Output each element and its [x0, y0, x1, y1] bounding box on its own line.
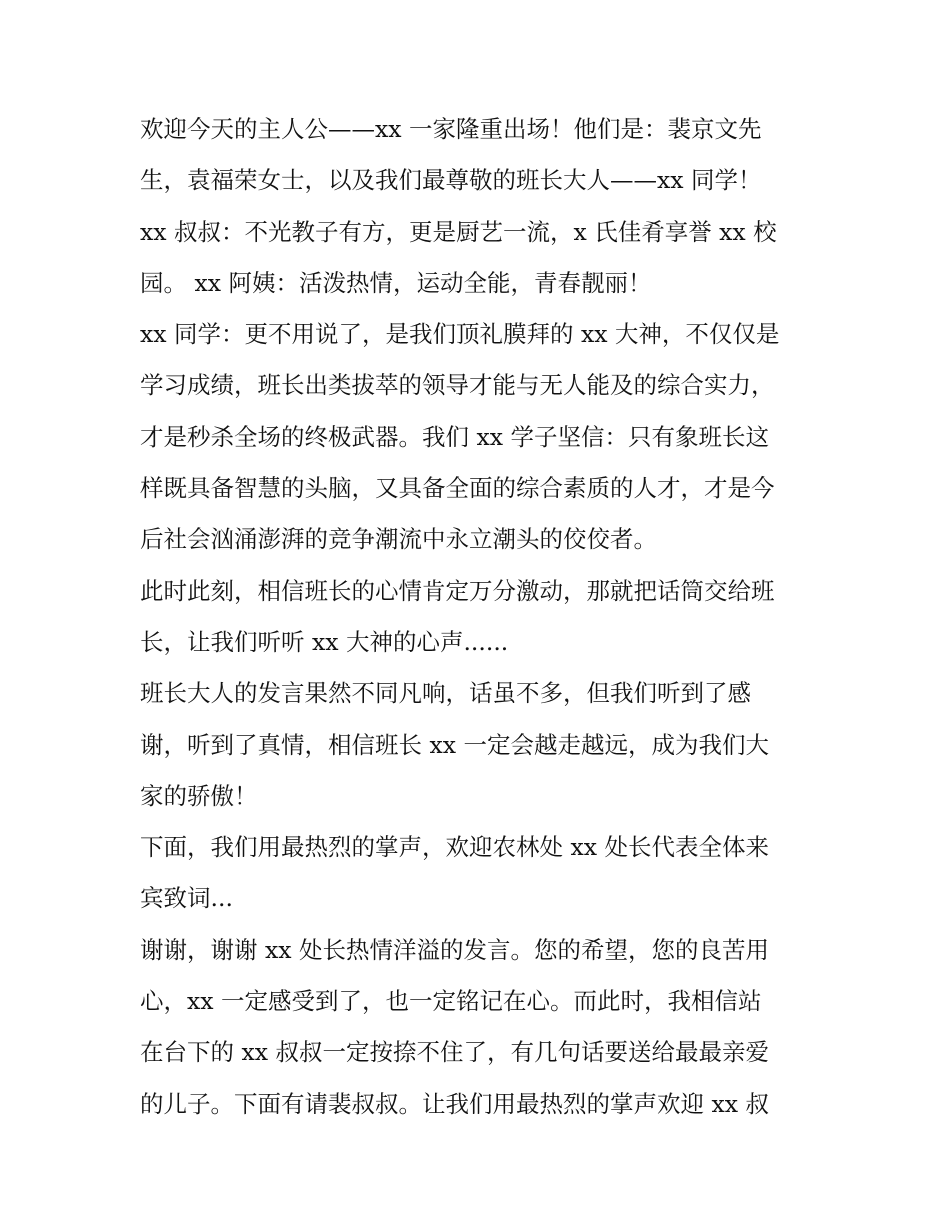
- text-line: 样既具备智慧的头脑，又具备全面的综合素质的人才，才是今: [140, 474, 775, 503]
- text-line: 学习成绩，班长出类拔萃的领导才能与无人能及的综合实力，: [140, 371, 775, 400]
- text-line: 后社会汹涌澎湃的竞争潮流中永立潮头的佼佼者。: [140, 525, 657, 554]
- text-line: 此时此刻，相信班长的心情肯定万分激动，那就把话筒交给班: [140, 576, 775, 605]
- text-line: xx 同学：更不用说了，是我们顶礼膜拜的 xx 大神，不仅仅是: [140, 320, 780, 349]
- text-line: 谢，听到了真情，相信班长 xx 一定会越走越远，成为我们大: [140, 730, 769, 759]
- text-line: 生，袁福荣女士，以及我们最尊敬的班长大人——xx 同学！: [140, 166, 762, 195]
- text-line: 下面，我们用最热烈的掌声，欢迎农林处 xx 处长代表全体来: [140, 833, 769, 862]
- text-line: 欢迎今天的主人公——xx 一家隆重出场！他们是：裴京文先: [140, 115, 762, 143]
- text-line: 在台下的 xx 叔叔一定按捺不住了，有几句话要送给最最亲爱: [140, 1038, 769, 1067]
- text-line: xx 叔叔：不光教子有方，更是厨艺一流，x 氏佳肴享誉 xx 校: [140, 217, 777, 246]
- text-line: 才是秒杀全场的终极武器。我们 xx 学子坚信：只有象班长这: [140, 422, 769, 451]
- text-line: 心，xx 一定感受到了，也一定铭记在心。而此时，我相信站: [140, 987, 762, 1016]
- text-line: 家的骄傲！: [140, 781, 258, 810]
- text-line: 的儿子。下面有请裴叔叔。让我们用最热烈的掌声欢迎 xx 叔: [140, 1089, 769, 1118]
- text-line: 园。 xx 阿姨：活泼热情，运动全能，青春靓丽！: [140, 268, 652, 297]
- text-line: 长，让我们听听 xx 大神的心声......: [140, 627, 509, 656]
- text-line: 宾致词...: [140, 884, 233, 913]
- text-line: 谢谢，谢谢 xx 处长热情洋溢的发言。您的希望，您的良苦用: [140, 935, 769, 964]
- text-line: 班长大人的发言果然不同凡响，话虽不多，但我们听到了感: [140, 679, 751, 708]
- document-body: [140, 104, 815, 1130]
